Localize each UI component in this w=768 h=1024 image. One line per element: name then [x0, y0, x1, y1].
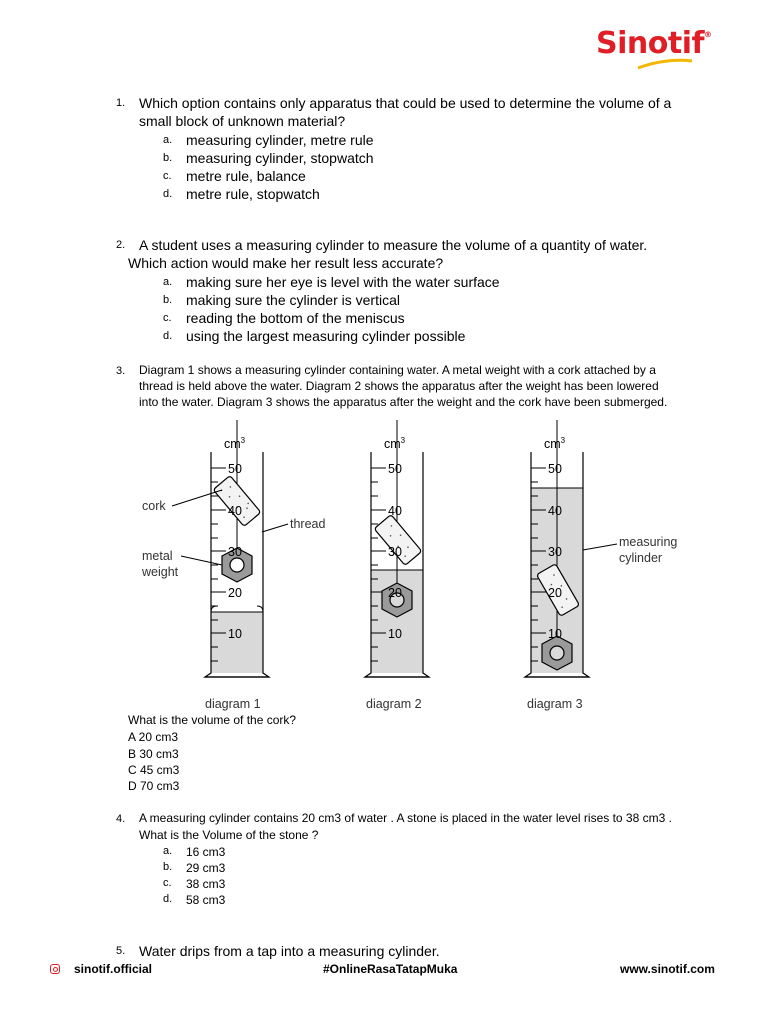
logo-text: Sinotif: [596, 26, 705, 61]
measuring-cylinder-label: measuring: [619, 535, 678, 549]
registered-mark: ®: [704, 30, 712, 39]
question-number: 3.: [116, 365, 126, 377]
option-letter: c.: [163, 877, 172, 889]
tick-label: 40: [548, 504, 562, 518]
instagram-icon: [50, 964, 60, 974]
question-text: small block of unknown material?: [139, 113, 346, 129]
tick-label: 10: [388, 627, 402, 641]
diagram-caption: diagram 3: [527, 697, 583, 711]
diagram-2: [365, 420, 429, 711]
footer-website[interactable]: www.sinotif.com: [620, 962, 715, 976]
option-text: measuring cylinder, metre rule: [186, 132, 374, 148]
option-text: 58 cm3: [186, 893, 226, 907]
question-text: Which action would make her result less accurate?: [128, 255, 444, 271]
option-text: making sure her eye is level with the water surface: [186, 274, 500, 290]
diagram-3: [525, 420, 677, 711]
tick-label: 30: [228, 545, 242, 559]
tick-label: 20: [548, 586, 562, 600]
option-text: measuring cylinder, stopwatch: [186, 150, 374, 166]
diagram-caption: diagram 2: [366, 697, 422, 711]
option-text: metre rule, stopwatch: [186, 186, 320, 202]
question-text: Which option contains only apparatus that could be used to determine the volume of a: [139, 95, 672, 111]
unit-label: $cm^3$: [224, 436, 246, 451]
tick-label: 50: [388, 462, 402, 476]
option-letter: b.: [163, 861, 173, 873]
option-letter: c.: [163, 312, 172, 324]
option-letter: a.: [163, 276, 173, 288]
thread-label: thread: [290, 517, 326, 531]
question-number: 2.: [116, 239, 126, 251]
diagram-1: [141, 420, 325, 711]
question-number: 1.: [116, 97, 126, 109]
tick-label: 20: [228, 586, 242, 600]
option-letter: b.: [163, 152, 173, 164]
option-text: metre rule, balance: [186, 168, 306, 184]
answer-option: B 30 cm3: [128, 747, 179, 761]
option-letter: d.: [163, 893, 173, 905]
question-number: 4.: [116, 813, 126, 825]
tick-label: 30: [548, 545, 562, 559]
answer-option: D 70 cm3: [128, 779, 180, 793]
footer-instagram-handle[interactable]: sinotif.official: [74, 962, 152, 976]
question-text: A student uses a measuring cylinder to measure the volume of a quantity of water.: [139, 237, 648, 253]
tick-label: 40: [228, 504, 242, 518]
option-letter: d.: [163, 330, 173, 342]
question-text: What is the Volume of the stone ?: [139, 828, 319, 842]
option-letter: b.: [163, 294, 173, 306]
measuring-cylinder-label: cylinder: [619, 551, 663, 565]
question-text: Water drips from a tap into a measuring cylinder.: [139, 943, 440, 959]
cork-label: cork: [142, 499, 166, 513]
tick-label: 20: [388, 586, 402, 600]
answer-option: C 45 cm3: [128, 763, 180, 777]
option-text: using the largest measuring cylinder possible: [186, 328, 466, 344]
question-number: 5.: [116, 945, 126, 957]
option-text: 16 cm3: [186, 845, 226, 859]
option-letter: a.: [163, 845, 173, 857]
question-text: A measuring cylinder contains 20 cm3 of water . A stone is placed in the water level rises to 38 cm3 .: [139, 811, 672, 825]
metal-weight: [542, 636, 572, 670]
question-text: into the water. Diagram 3 shows the apparatus after the weight and the cork have been submerged.: [139, 395, 668, 409]
option-text: reading the bottom of the meniscus: [186, 310, 405, 326]
option-letter: a.: [163, 134, 173, 146]
question-prompt: What is the volume of the cork?: [128, 713, 297, 727]
diagram-caption: diagram 1: [205, 697, 261, 711]
weight-label: weight: [142, 565, 179, 579]
question-text: Diagram 1 shows a measuring cylinder containing water. A metal weight with a cork attached by a: [139, 363, 656, 377]
unit-label: $cm^3$: [544, 436, 566, 451]
cork: [213, 476, 261, 527]
option-text: 29 cm3: [186, 861, 226, 875]
option-text: 38 cm3: [186, 877, 226, 891]
tick-label: 30: [388, 545, 402, 559]
option-letter: d.: [163, 188, 173, 200]
footer-hashtag: #OnlineRasaTatapMuka: [323, 962, 458, 976]
option-text: making sure the cylinder is vertical: [186, 292, 400, 308]
unit-label: $cm^3$: [384, 436, 406, 451]
question-text: thread is held above the water. Diagram 2 shows the apparatus after the weight has been lowered: [139, 379, 659, 393]
tick-label: 10: [228, 627, 242, 641]
option-letter: c.: [163, 170, 172, 182]
tick-label: 50: [548, 462, 562, 476]
water-fill: [211, 612, 263, 673]
tick-label: 40: [388, 504, 402, 518]
tick-label: 50: [228, 462, 242, 476]
answer-option: A 20 cm3: [128, 730, 179, 744]
metal-label: metal: [142, 549, 173, 563]
tick-label: 10: [548, 627, 562, 641]
